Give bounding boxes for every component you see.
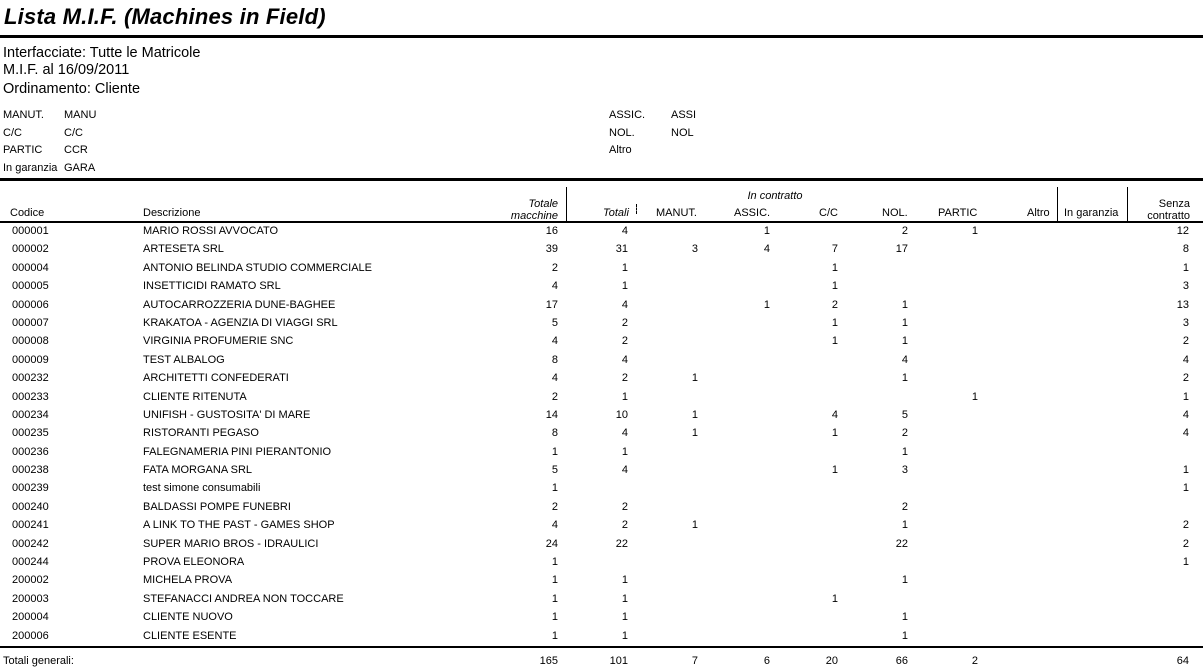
cell-cc: 1 — [831, 335, 838, 348]
cell-descrizione: SUPER MARIO BROS - IDRAULICI — [143, 537, 319, 550]
table-row — [0, 553, 1203, 571]
cell-manut: 1 — [691, 519, 698, 532]
table-row — [0, 369, 1203, 387]
legend-value: MANU — [64, 109, 97, 121]
cell-cc: 1 — [831, 427, 838, 440]
cell-totale: 4 — [551, 335, 558, 348]
cell-totali: 4 — [621, 353, 628, 366]
col-header-assic: ASSIC. — [734, 207, 771, 219]
cell-senza: 1 — [1182, 390, 1189, 403]
legend-value: GARA — [64, 162, 96, 175]
title-rule — [0, 35, 1203, 38]
cell-codice: 000242 — [12, 537, 49, 550]
cell-totale: 1 — [551, 592, 558, 605]
cell-descrizione: ANTONIO BELINDA STUDIO COMMERCIALE — [143, 261, 373, 274]
table-row — [0, 277, 1203, 295]
cell-senza: 12 — [1176, 225, 1189, 237]
cell-nol: 1 — [901, 316, 908, 329]
cell-senza: 3 — [1182, 280, 1189, 293]
cell-totali: 2 — [621, 519, 628, 532]
cell-descrizione: AUTOCARROZZERIA DUNE-BAGHEE — [143, 298, 336, 311]
cell-codice: 000004 — [12, 261, 49, 274]
table-row — [0, 240, 1203, 258]
table-row — [0, 516, 1203, 534]
cell-senza: 4 — [1182, 408, 1189, 421]
cell-totale: 5 — [551, 464, 558, 477]
cell-nol: 2 — [901, 225, 908, 237]
cell-totali: 4 — [621, 225, 628, 237]
cell-cc: 2 — [831, 298, 838, 311]
cell-nol: 1 — [901, 611, 908, 624]
cell-totale: 4 — [551, 519, 558, 532]
cell-assic: 4 — [763, 243, 770, 256]
table-row — [0, 571, 1203, 589]
cell-codice: 000235 — [12, 427, 49, 440]
header-top-rule — [0, 178, 1203, 181]
col-header-totale-2: macchine — [510, 210, 558, 222]
cell-totale: 1 — [551, 574, 558, 587]
cell-cc: 4 — [831, 408, 838, 421]
legend-key: Altro — [609, 144, 632, 157]
col-header-in-contratto: In contratto — [747, 190, 803, 202]
cell-codice: 200006 — [12, 629, 49, 642]
cell-totale: 5 — [551, 316, 558, 329]
legend-key: C/C — [3, 126, 22, 139]
table-row — [0, 296, 1203, 314]
cell-totale: 17 — [545, 298, 558, 311]
cell-nol: 2 — [901, 427, 908, 440]
total-assic: 6 — [763, 655, 770, 667]
header-divider — [1057, 187, 1058, 222]
cell-totali: 1 — [621, 261, 628, 274]
cell-totali: 1 — [621, 445, 628, 458]
cell-codice: 000006 — [12, 298, 49, 311]
cell-descrizione: FALEGNAMERIA PINI PIERANTONIO — [143, 445, 332, 458]
cell-codice: 000005 — [12, 280, 49, 293]
total-nol: 66 — [895, 655, 908, 667]
col-header-totale: Totale — [528, 198, 558, 210]
table-row — [0, 259, 1203, 277]
cell-descrizione: ARCHITETTI CONFEDERATI — [143, 372, 289, 385]
table-row — [0, 498, 1203, 516]
legend-value: ASSI — [671, 109, 697, 121]
legend-key: MANUT. — [3, 109, 44, 121]
cell-assic: 1 — [763, 298, 770, 311]
cell-senza: 2 — [1182, 519, 1189, 532]
col-header-nol: NOL. — [882, 207, 908, 219]
cell-senza: 13 — [1176, 298, 1189, 311]
cell-totali: 1 — [621, 574, 628, 587]
header-divider — [636, 204, 638, 214]
cell-senza: 3 — [1182, 316, 1189, 329]
cell-cc: 1 — [831, 261, 838, 274]
col-header-descrizione: Descrizione — [143, 207, 201, 219]
table-row — [0, 443, 1203, 461]
total-totale: 165 — [539, 655, 558, 667]
table-row — [0, 222, 1203, 240]
legend-left — [3, 107, 96, 178]
legend-value: CCR — [64, 144, 88, 157]
cell-senza: 2 — [1182, 372, 1189, 385]
cell-totali: 10 — [615, 408, 628, 421]
cell-totale: 4 — [551, 280, 558, 293]
col-header-cc: C/C — [819, 207, 838, 219]
cell-codice: 000007 — [12, 316, 49, 329]
cell-totali: 1 — [621, 629, 628, 642]
cell-descrizione: test simone consumabili — [143, 482, 261, 495]
table-row — [0, 388, 1203, 406]
legend-row — [3, 142, 96, 160]
cell-codice: 000233 — [12, 390, 49, 403]
table-row — [0, 461, 1203, 479]
cell-codice: 000001 — [12, 225, 49, 237]
total-senza: 64 — [1176, 655, 1189, 667]
cell-senza: 2 — [1182, 335, 1189, 348]
table-row — [0, 332, 1203, 350]
cell-descrizione: FATA MORGANA SRL — [143, 464, 253, 477]
cell-senza: 1 — [1182, 482, 1189, 495]
cell-senza: 4 — [1182, 353, 1189, 366]
cell-totale: 39 — [545, 243, 558, 256]
cell-totali: 2 — [621, 316, 628, 329]
cell-descrizione: ARTESETA SRL — [143, 243, 224, 256]
legend-value: C/C — [64, 126, 83, 139]
cell-totali: 1 — [621, 592, 628, 605]
info-sort: Ordinamento: Cliente — [3, 81, 141, 97]
table-row — [0, 627, 1203, 645]
cell-codice: 000234 — [12, 408, 49, 421]
cell-nol: 1 — [901, 574, 908, 587]
legend-row — [3, 125, 96, 143]
legend-key: ASSIC. — [609, 109, 646, 121]
cell-cc: 1 — [831, 592, 838, 605]
cell-totale: 4 — [551, 372, 558, 385]
cell-descrizione: INSETTICIDI RAMATO SRL — [143, 280, 281, 293]
cell-totale: 8 — [551, 427, 558, 440]
cell-descrizione: BALDASSI POMPE FUNEBRI — [143, 500, 291, 513]
col-header-partic: PARTIC — [938, 207, 978, 219]
cell-totali: 2 — [621, 500, 628, 513]
table-row — [0, 351, 1203, 369]
total-partic: 2 — [971, 655, 978, 667]
cell-manut: 1 — [691, 372, 698, 385]
legend-right — [609, 107, 696, 160]
cell-descrizione: UNIFISH - GUSTOSITA' DI MARE — [143, 408, 311, 421]
cell-codice: 200002 — [12, 574, 49, 587]
col-header-manut: MANUT. — [656, 207, 697, 219]
cell-totali: 4 — [621, 464, 628, 477]
cell-descrizione: CLIENTE ESENTE — [143, 629, 237, 642]
legend-value: NOL — [671, 126, 694, 139]
totals-rule — [0, 646, 1203, 648]
col-header-codice: Codice — [10, 207, 45, 219]
cell-codice: 000244 — [12, 556, 49, 569]
table-row — [0, 406, 1203, 424]
cell-descrizione: CLIENTE RITENUTA — [143, 390, 247, 403]
cell-descrizione: KRAKATOA - AGENZIA DI VIAGGI SRL — [143, 316, 338, 329]
col-header-senza: Senza — [1158, 198, 1190, 210]
cell-totali: 22 — [615, 537, 628, 550]
cell-totale: 8 — [551, 353, 558, 366]
legend-row — [609, 107, 696, 125]
cell-senza: 8 — [1182, 243, 1189, 256]
legend-row — [3, 160, 96, 178]
cell-totali: 2 — [621, 372, 628, 385]
cell-nol: 1 — [901, 335, 908, 348]
cell-nol: 1 — [901, 445, 908, 458]
cell-codice: 000236 — [12, 445, 49, 458]
cell-descrizione: PROVA ELEONORA — [143, 556, 245, 569]
cell-codice: 000239 — [12, 482, 49, 495]
cell-totale: 14 — [545, 408, 558, 421]
cell-codice: 000238 — [12, 464, 49, 477]
cell-totale: 2 — [551, 261, 558, 274]
cell-cc: 1 — [831, 280, 838, 293]
cell-descrizione: MARIO ROSSI AVVOCATO — [143, 225, 279, 237]
table-row — [0, 314, 1203, 332]
col-header-totali: Totali — [603, 207, 629, 219]
cell-partic: 1 — [971, 225, 978, 237]
cell-manut: 1 — [691, 427, 698, 440]
cell-codice: 000241 — [12, 519, 49, 532]
totals-label: Totali generali: — [3, 655, 74, 667]
col-header-senza-2: contratto — [1147, 210, 1190, 222]
info-filter: Interfacciate: Tutte le Matricole — [3, 45, 201, 61]
report-info — [3, 44, 200, 98]
cell-nol: 1 — [901, 629, 908, 642]
total-cc: 20 — [825, 655, 838, 667]
cell-totali: 1 — [621, 280, 628, 293]
cell-totale: 1 — [551, 445, 558, 458]
cell-partic: 1 — [971, 390, 978, 403]
table-row — [0, 608, 1203, 626]
cell-nol: 1 — [901, 372, 908, 385]
cell-totale: 16 — [545, 225, 558, 237]
cell-manut: 1 — [691, 408, 698, 421]
cell-nol: 5 — [901, 408, 908, 421]
col-header-garanzia: In garanzia — [1064, 207, 1119, 219]
cell-codice: 000240 — [12, 500, 49, 513]
cell-descrizione: CLIENTE NUOVO — [143, 611, 233, 624]
col-header-altro: Altro — [1027, 207, 1050, 219]
cell-codice: 200004 — [12, 611, 49, 624]
cell-senza: 4 — [1182, 427, 1189, 440]
cell-totale: 1 — [551, 482, 558, 495]
cell-totale: 2 — [551, 500, 558, 513]
cell-codice: 000008 — [12, 335, 49, 348]
cell-descrizione: MICHELA PROVA — [143, 574, 233, 587]
header-divider — [566, 187, 567, 222]
cell-assic: 1 — [763, 225, 770, 237]
cell-senza: 1 — [1182, 556, 1189, 569]
cell-totali: 1 — [621, 390, 628, 403]
cell-nol: 4 — [901, 353, 908, 366]
report-title: Lista M.I.F. (Machines in Field) — [4, 4, 326, 29]
cell-codice: 200003 — [12, 592, 49, 605]
legend-key: NOL. — [609, 126, 635, 139]
cell-descrizione: RISTORANTI PEGASO — [143, 427, 259, 440]
cell-nol: 2 — [901, 500, 908, 513]
legend-key: In garanzia — [3, 162, 58, 175]
total-totali: 101 — [609, 655, 628, 667]
cell-totali: 4 — [621, 427, 628, 440]
cell-descrizione: VIRGINIA PROFUMERIE SNC — [143, 335, 294, 348]
cell-nol: 22 — [895, 537, 908, 550]
table-row — [0, 535, 1203, 553]
cell-totale: 1 — [551, 556, 558, 569]
cell-cc: 1 — [831, 464, 838, 477]
legend-row — [3, 107, 96, 125]
legend-row — [609, 142, 696, 160]
cell-codice: 000009 — [12, 353, 49, 366]
cell-totale: 24 — [545, 537, 558, 550]
cell-manut: 3 — [691, 243, 698, 256]
cell-senza: 1 — [1182, 464, 1189, 477]
cell-nol: 1 — [901, 519, 908, 532]
cell-senza: 2 — [1182, 537, 1189, 550]
cell-descrizione: TEST ALBALOG — [143, 353, 225, 366]
legend-row — [609, 125, 696, 143]
table-row — [0, 424, 1203, 442]
cell-nol: 17 — [895, 243, 908, 256]
cell-descrizione: A LINK TO THE PAST - GAMES SHOP — [143, 519, 335, 532]
cell-totali: 2 — [621, 335, 628, 348]
cell-nol: 1 — [901, 298, 908, 311]
cell-descrizione: STEFANACCI ANDREA NON TOCCARE — [143, 592, 344, 605]
cell-totale: 1 — [551, 629, 558, 642]
cell-codice: 000232 — [12, 372, 49, 385]
cell-totale: 1 — [551, 611, 558, 624]
cell-cc: 7 — [831, 243, 838, 256]
cell-totali: 31 — [615, 243, 628, 256]
cell-totale: 2 — [551, 390, 558, 403]
cell-totali: 1 — [621, 611, 628, 624]
total-manut: 7 — [691, 655, 698, 667]
cell-totali: 4 — [621, 298, 628, 311]
mif-table — [0, 222, 1203, 645]
cell-codice: 000002 — [12, 243, 49, 256]
table-row — [0, 479, 1203, 497]
header-divider — [1127, 187, 1128, 222]
legend-key: PARTIC — [3, 144, 43, 157]
cell-nol: 3 — [901, 464, 908, 477]
info-date: M.I.F. al 16/09/2011 — [3, 62, 130, 78]
cell-cc: 1 — [831, 316, 838, 329]
cell-senza: 1 — [1182, 261, 1189, 274]
table-row — [0, 590, 1203, 608]
